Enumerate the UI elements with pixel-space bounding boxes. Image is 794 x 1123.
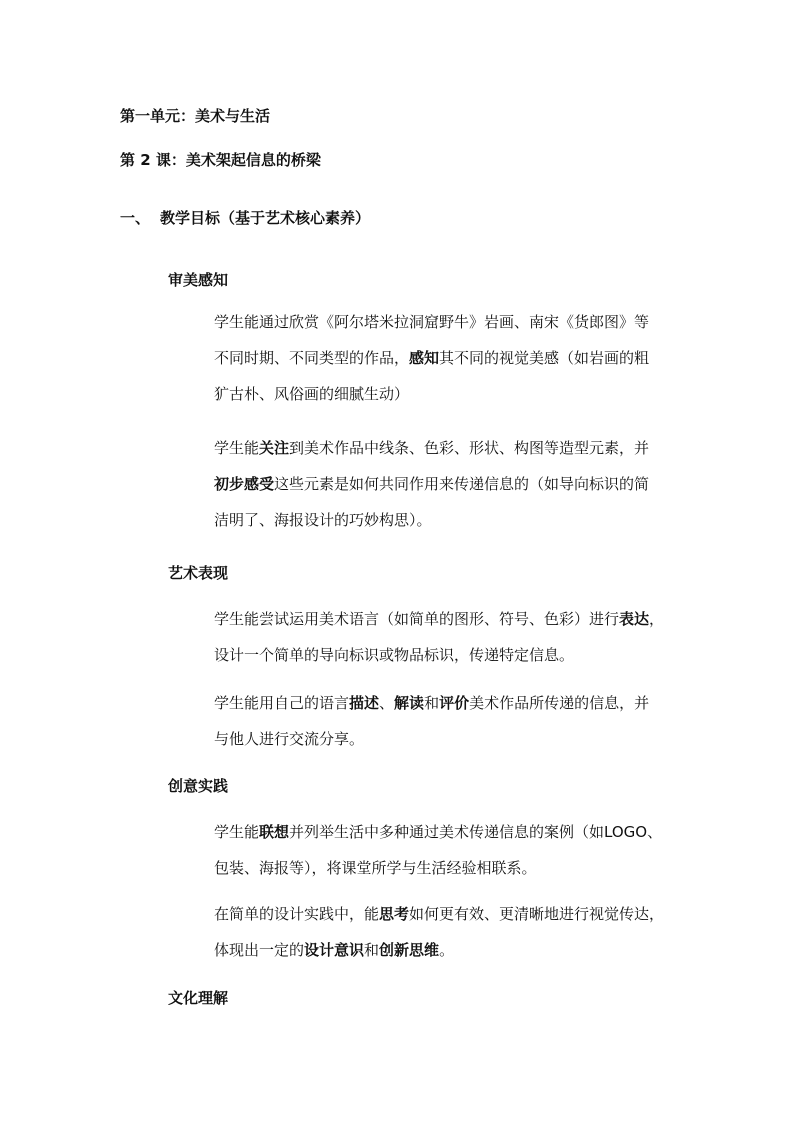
paragraph-line (214, 850, 676, 886)
text-run: 如何更有效、更清晰地进行视觉传达， (409, 905, 665, 923)
subheading-aesthetic-perception: 审美感知 (168, 271, 229, 289)
paragraph-line (214, 466, 676, 502)
text-run: 美术作品所传递的信息，并 (469, 694, 650, 712)
bold-text: 评价 (439, 694, 470, 712)
paragraph (214, 601, 676, 673)
paragraph (214, 685, 676, 757)
bold-text: 思考 (379, 905, 410, 923)
text-run: 学生能尝试运用美术语言（如简单的图形、符号、色彩）进行 (214, 610, 620, 628)
text-run: 学生能 (214, 439, 260, 457)
text-run: 并列举生活中多种通过美术传递信息的案例（如LOGO、 (289, 823, 663, 841)
text-run: 学生能 (214, 823, 260, 841)
bold-text: 解读 (394, 694, 425, 712)
text-run: 、 (379, 694, 395, 712)
paragraph-line (214, 376, 676, 412)
paragraph-line (214, 502, 676, 538)
unit-heading: 第一单元：美术与生活 (120, 107, 271, 125)
bold-text: 关注 (259, 439, 290, 457)
text-run: 到美术作品中线条、色彩、形状、构图等造型元素，并 (289, 439, 650, 457)
subheading-creative-practice: 创意实践 (168, 777, 229, 795)
bold-text: 联想 (259, 823, 290, 841)
text-run: 这些元素是如何共同作用来传递信息的（如导向标识的简 (274, 475, 650, 493)
paragraph-line (214, 601, 676, 637)
paragraph (214, 896, 676, 968)
text-run: 不同时期、不同类型的作品， (214, 349, 410, 367)
section-heading (120, 208, 370, 228)
text-run: 洁明了、海报设计的巧妙构思）。 (214, 511, 432, 529)
text-run: 设计一个简单的导向标识或物品标识，传递特定信息。 (214, 646, 575, 664)
bold-text: 感知 (409, 349, 440, 367)
paragraph (214, 814, 676, 886)
bold-text: 创新思维 (379, 941, 440, 959)
paragraph-line (214, 685, 676, 721)
text-run: 其不同的视觉美感（如岩画的粗 (439, 349, 650, 367)
text-run: 犷古朴、风俗画的细腻生动） (214, 385, 410, 403)
bold-text: 表达 (619, 610, 650, 628)
paragraph-line (214, 896, 676, 932)
text-run: 在简单的设计实践中，能 (214, 905, 380, 923)
paragraph (214, 304, 676, 412)
text-run: 包装、海报等），将课堂所学与生活经验相联系。 (214, 859, 537, 877)
section-title: 教学目标（基于艺术核心素养） (160, 209, 371, 227)
paragraph (214, 430, 676, 538)
text-run: 和 (364, 941, 380, 959)
paragraph-line (214, 430, 676, 466)
bold-text: 设计意识 (304, 941, 365, 959)
paragraph-line (214, 721, 676, 757)
text-run: 。 (439, 941, 455, 959)
text-run: ， (649, 610, 665, 628)
bold-text: 初步感受 (214, 475, 275, 493)
text-run: 和 (424, 694, 440, 712)
paragraph-line (214, 304, 676, 340)
text-run: 体现出一定的 (214, 941, 305, 959)
text-run: 学生能用自己的语言 (214, 694, 350, 712)
bold-text: 描述 (349, 694, 380, 712)
paragraph-line (214, 932, 676, 968)
section-number: 一、 (120, 209, 151, 227)
paragraph-line (214, 814, 676, 850)
text-run: 学生能通过欣赏《阿尔塔米拉洞窟野牛》岩画、南宋《货郎图》等 (214, 313, 650, 331)
paragraph-line (214, 637, 676, 673)
subheading-artistic-expression: 艺术表现 (168, 564, 229, 582)
text-run: 与他人进行交流分享。 (214, 730, 365, 748)
subheading-cultural-understanding: 文化理解 (168, 989, 229, 1007)
lesson-heading: 第 2 课：美术架起信息的桥梁 (120, 151, 321, 169)
paragraph-line (214, 340, 676, 376)
